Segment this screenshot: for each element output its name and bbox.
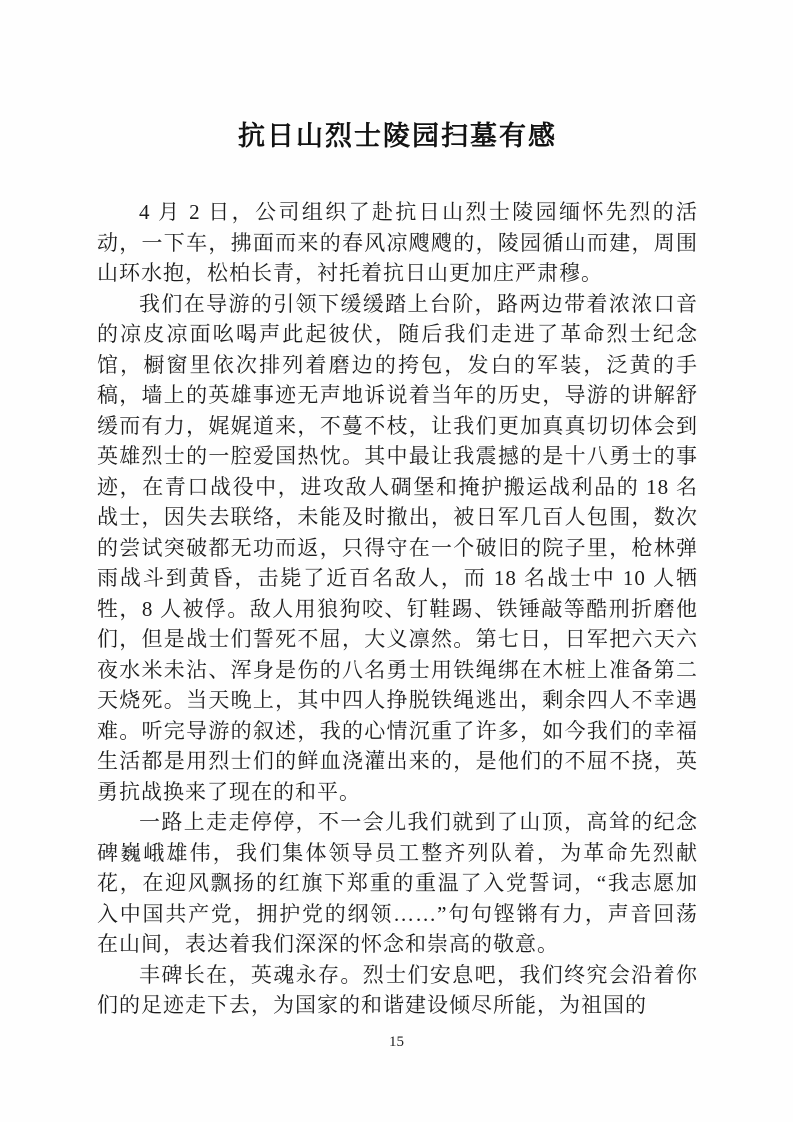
document-title: 抗日山烈士陵园扫墓有感 <box>238 121 557 151</box>
document-body <box>97 119 698 1021</box>
paragraph-3: 一路上走走停停，不一会儿我们就到了山顶，高耸的纪念碑巍峨雄伟，我们集体领导员工整齐列队着，为革命先烈献花，在迎风飘扬的红旗下郑重的重温了入党誓词，“我志愿加入中国共产党，拥护党的纲领……”句句铿锵有力，声音回荡在山间，表达着我们深深的怀念和崇高的敬意。 <box>97 810 698 956</box>
paragraph-2: 我们在导游的引领下缓缓踏上台阶，路两边带着浓浓口音的凉皮凉面吆喝声此起彼伏，随后我们走进了革命烈士纪念馆，橱窗里依次排列着磨边的挎包，发白的军装，泛黄的手稿，墙上的英雄事迹无声地诉说着当年的历史，导游的讲解舒缓而有力，娓娓道来，不蔓不枝，让我们更加真真切切体会到英雄烈士的一腔爱国热忱。其中最让我震撼的是十八勇士的事迹，在青口战役中，进攻敌人碉堡和掩护搬运战利品的 18 名战士，因失去联络，未能及时撤出，被日军几百人包围，数次的尝试突破都无功而返，只得守在一个破旧的院子里，枪林弹雨战斗到黄昏，击毙了近百名敌人，而 18 名战士中 10 人牺牲，8 人被俘。敌人用狼狗咬、钉鞋踢、铁锤敲等酷刑折磨他们，但是战士们誓死不屈，大义凛然。第七日，日军把六天六夜水米未沾、浑身是伤的八名勇士用铁绳绑在木桩上准备第二天烧死。当天晚上，其中四人挣脱铁绳逃出，剩余四人不幸遇难。听完导游的叙述，我的心情沉重了许多，如今我们的幸福生活都是用烈士们的鲜血浇灌出来的，是他们的不屈不挠，英勇抗战换来了现在的和平。 <box>97 291 698 804</box>
paragraph-1: 4 月 2 日，公司组织了赴抗日山烈士陵园缅怀先烈的活动，一下车，拂面而来的春风凉飕飕的，陵园循山而建，周围山环水抱，松柏长青，衬托着抗日山更加庄严肃穆。 <box>97 200 698 285</box>
paragraph-4: 丰碑长在，英魂永存。烈士们安息吧，我们终究会沿着你们的足迹走下去，为国家的和谐建设倾尽所能，为祖国的 <box>97 962 698 1017</box>
page-number: 15 <box>389 1034 404 1050</box>
